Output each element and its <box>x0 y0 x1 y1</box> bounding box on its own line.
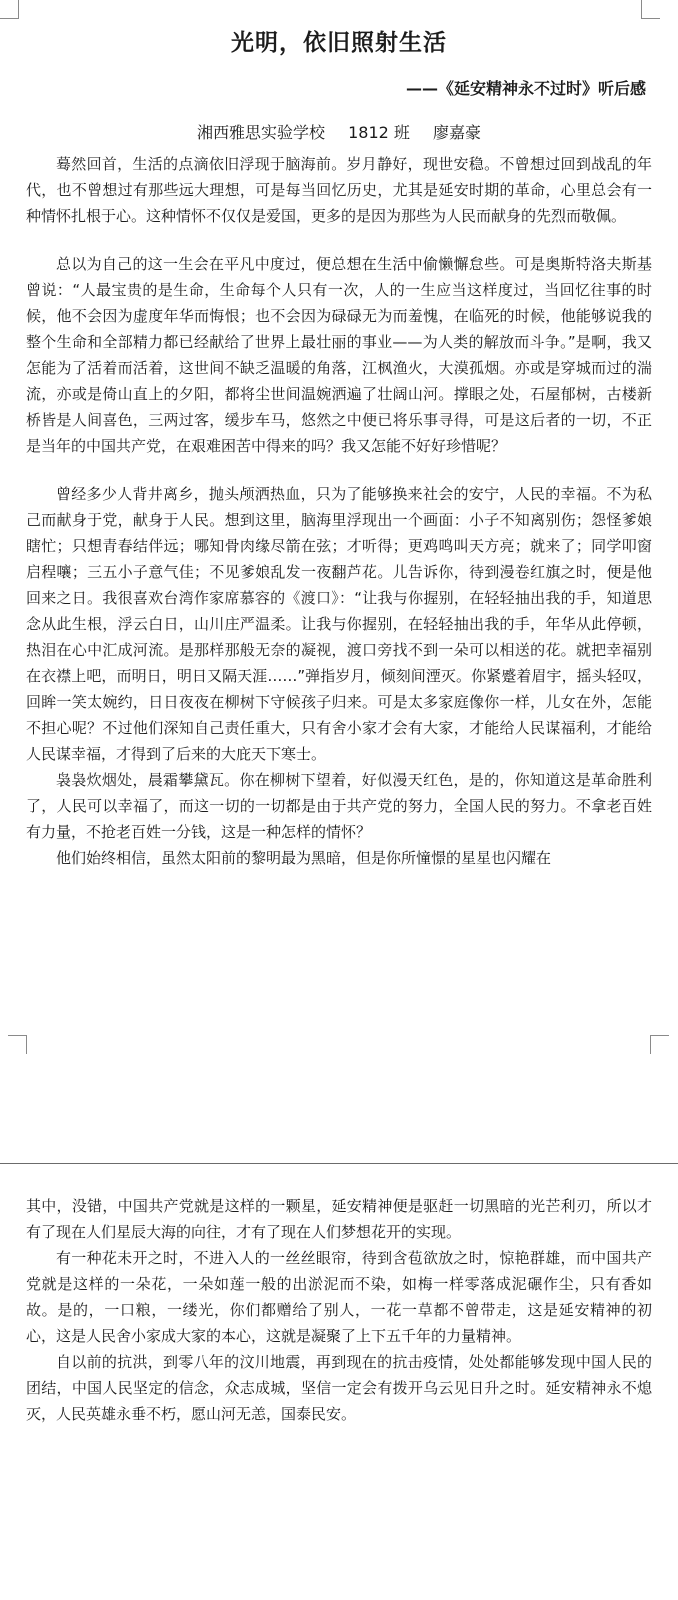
crop-mark-bottom-right <box>650 1035 669 1054</box>
crop-mark-top-right <box>641 0 660 19</box>
paragraph-7: 自以前的抗洪，到零八年的汶川地震，再到现在的抗击疫情，处处都能够发现中国人民的团结，中国人民坚定的信念，众志成城，坚信一定会有拨开乌云见日升之时。延安精神永不熄灭，人民英雄永垂不朽，愿山河无恙，国泰民安。 <box>26 1353 652 1423</box>
crop-mark-bottom-left <box>8 1035 27 1054</box>
paragraph-5-continued: 其中，没错，中国共产党就是这样的一颗星，延安精神便是驱赶一切黑暗的光芒利刃，所以才有了现在人们星辰大海的向往，才有了现在人们梦想花开的实现。 <box>26 1197 652 1241</box>
paragraph-4: 袅袅炊烟处，晨霜攀黛瓦。你在柳树下望着，好似漫天红色，是的，你知道这是革命胜利了，人民可以幸福了，而这一切的一切都是由于共产党的努力，全国人民的努力。不拿老百姓有力量，不抢老百姓一分钱，这是一种怎样的情怀？ <box>26 771 652 841</box>
paragraph-2: 总以为自己的这一生会在平凡中度过，便总想在生活中偷懒懈怠些。可是奥斯特洛夫斯基曾说：“人最宝贵的是生命，生命每个人只有一次，人的一生应当这样度过，当回忆往事的时候，他不会因为虚度年华而悔恨；也不会因为碌碌无为而羞愧，在临死的时候，他能够说我的整个生命和全部精力都已经献给了世界上最壮丽的事业——为人类的解放而斗争。”是啊，我又怎能为了活着而活着，这世间不缺乏温暖的角落，江枫渔火，大漠孤烟。亦或是穿城而过的湍流，亦或是倚山直上的夕阳，都将尘世间温婉洒遍了壮阔山河。撑眼之处，石屋郁树，古楼新桥皆是人间喜色，三两过客，缓步车马，悠然之中便已将乐事寻得，可是这后者的一切，不正是当年的中国共产党，在艰难困苦中得来的吗？我又怎能不好好珍惜呢？ <box>26 255 652 455</box>
page-separator <box>0 1163 678 1164</box>
document-title: 光明，依旧照射生活 <box>231 30 447 56</box>
author-name: 廖嘉豪 <box>433 123 482 142</box>
paragraph-6: 有一种花未开之时，不进入人的一丝丝眼帘，待到含苞欲放之时，惊艳群雄，而中国共产党就是这样的一朵花，一朵如莲一般的出淤泥而不染，如梅一样零落成泥碾作尘，只有香如故。是的，一口粮，一缕光，你们都赠给了别人，一花一草都不曾带走，这是延安精神的初心，这是人民舍小家成大家的本心，这就是凝聚了上下五千年的力量精神。 <box>26 1249 652 1345</box>
author-school: 湘西雅思实验学校 <box>196 123 325 142</box>
paragraph-1: 蓦然回首，生活的点滴依旧浮现于脑海前。岁月静好，现世安稳。不曾想过回到战乱的年代，也不曾想过有那些远大理想，可是每当回忆历史，尤其是延安时期的革命，心里总会有一种情怀扎根于心。这种情怀不仅仅是爱国，更多的是因为那些为人民而献身的先烈而敬佩。 <box>26 155 652 225</box>
paragraph-3: 曾经多少人背井离乡，抛头颅洒热血，只为了能够换来社会的安宁，人民的幸福。不为私己而献身于党，献身于人民。想到这里，脑海里浮现出一个画面：小子不知离别伤；怨怪爹娘瞎忙；只想青春结伴远；哪知骨肉缘尽箭在弦；才听得；更鸡鸣叫天方亮；就来了；同学叩窗启程嚷；三五小子意气佳；不见爹娘乱发一夜翻芦花。儿告诉你，待到漫卷红旗之时，便是他回来之日。我很喜欢台湾作家席慕容的《渡口》：“让我与你握别，在轻轻抽出我的手，知道思念从此生根，浮云白日，山川庄严温柔。让我与你握别，在轻轻抽出我的手，年华从此停顿，热泪在心中汇成河流。是那样那般无奈的凝视，渡口旁找不到一朵可以相送的花。就把幸福别在衣襟上吧，而明日，明日又隔天涯……”弹指岁月，倾刻间湮灭。你紧蹙着眉宇，摇头轻叹，回眸一笑太婉约，日日夜夜在柳树下守候孩子归来。可是太多家庭像你一样，儿女在外，怎能不担心呢？不过他们深知自己责任重大，只有舍小家才会有大家，才能给人民谋福利，才能给人民谋幸福，才得到了后来的大庇天下寒士。 <box>26 485 652 763</box>
document-subtitle: ——《延安精神永不过时》听后感 <box>405 79 646 98</box>
author-line <box>0 120 678 143</box>
document-page-2 <box>0 1165 678 1600</box>
page-1-body <box>26 151 652 871</box>
author-class: 1812 班 <box>348 123 410 142</box>
page-2-body <box>26 1193 652 1427</box>
crop-mark-top-left <box>0 0 19 19</box>
paragraph-5: 他们始终相信，虽然太阳前的黎明最为黑暗，但是你所憧憬的星星也闪耀在 <box>56 849 552 867</box>
